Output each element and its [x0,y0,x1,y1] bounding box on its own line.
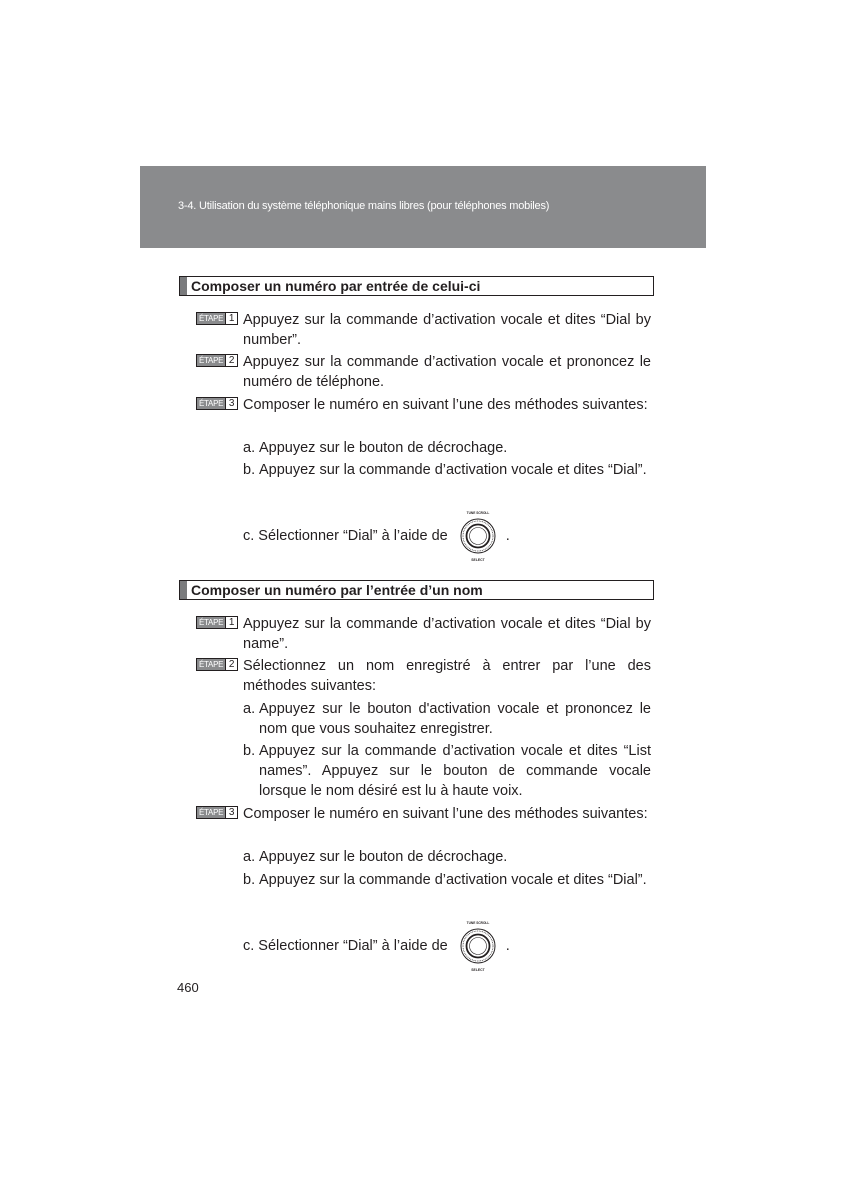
section-title: Composer un numéro par l’entrée d’un nom [191,582,483,598]
step-badge [196,312,238,325]
step-text: Appuyez sur la commande d’activation vocale et dites “Dial by name”. [243,616,651,652]
sub-item-c [243,920,510,972]
sub-item-a [243,847,651,867]
step-badge-label: ÉTAPE [199,808,224,817]
step-badge [196,616,238,629]
step-3 [196,804,651,824]
sub-item-text: Appuyez sur la commande d’activation vocale et dites “Dial”. [259,872,647,888]
sub-item-letter: a. [243,440,256,456]
step-badge-label: ÉTAPE [199,314,224,323]
tune-scroll-knob-icon [454,510,502,562]
sub-item-letter: a. [243,849,256,865]
step-text: Appuyez sur la commande d’activation vocale et prononcez le numéro de téléphone. [243,354,651,390]
sub-item-b [243,460,651,480]
step-3 [196,395,651,415]
sub-item-text: Appuyez sur le bouton de décrochage. [259,440,508,456]
section-heading-dial-by-name [179,580,654,600]
sub-item-letter: a. [243,701,256,717]
step-badge-number: 1 [225,313,237,324]
sub-item-c [243,510,510,562]
step-badge-number: 1 [225,617,237,628]
section-heading-marker [180,581,187,599]
step-text: Composer le numéro en suivant l’une des méthodes suivantes: [243,397,648,413]
sub-item-text: c. Sélectionner “Dial” à l’aide de [243,528,448,544]
section-heading-marker [180,277,187,295]
page-number: 460 [177,980,199,995]
step-1 [196,614,651,654]
sub-item-text: Appuyez sur le bouton de décrochage. [259,849,508,865]
step-badge-label: ÉTAPE [199,356,224,365]
sub-item-b [243,741,651,801]
knob-label-top: TUNE SCROLL [466,511,490,515]
step-text: Composer le numéro en suivant l’une des méthodes suivantes: [243,806,648,822]
step-text: Appuyez sur la commande d’activation vocale et dites “Dial by number”. [243,312,651,348]
step-badge-label: ÉTAPE [199,660,224,669]
sub-item-text: Appuyez sur la commande d’activation vocale et dites “List names”. Appuyez sur le bouton de commande vocale lorsque le nom désiré est lu à haute voix. [259,743,651,799]
sub-item-letter: b. [243,872,256,888]
step-badge [196,806,238,819]
sub-item-text: c. Sélectionner “Dial” à l’aide de [243,938,448,954]
knob-label-top: TUNE SCROLL [466,921,490,925]
step-badge [196,658,238,671]
sub-item-letter: b. [243,462,256,478]
step-badge-label: ÉTAPE [199,399,224,408]
step-2 [196,352,651,392]
step-badge-label: ÉTAPE [199,618,224,627]
tune-scroll-knob-icon [454,920,502,972]
chapter-header-band [140,166,706,248]
step-badge-number: 3 [225,398,237,409]
step-1 [196,310,651,350]
step-badge-number: 3 [225,807,237,818]
step-badge [196,397,238,410]
sub-item-letter: b. [243,743,256,759]
sub-item-a [243,438,651,458]
sub-item-text: . [505,528,510,544]
chapter-breadcrumb: 3-4. Utilisation du système téléphonique mains libres (pour téléphones mobiles) [178,200,550,212]
step-2 [196,656,651,696]
section-title: Composer un numéro par entrée de celui-ci [191,278,481,294]
step-text: Sélectionnez un nom enregistré à entrer par l’une des méthodes suivantes: [243,658,651,694]
section-heading-dial-by-number [179,276,654,296]
sub-item-a [243,699,651,739]
knob-label-bottom: SELECT [471,968,485,972]
sub-item-text: Appuyez sur la commande d’activation vocale et dites “Dial”. [259,462,647,478]
step-badge-number: 2 [225,355,237,366]
step-badge [196,354,238,367]
step-badge-number: 2 [225,659,237,670]
sub-item-text: Appuyez sur le bouton d'activation vocale et prononcez le nom que vous souhaitez enregistrer. [259,701,651,737]
knob-label-bottom: SELECT [471,558,485,562]
sub-item-b [243,870,651,890]
sub-item-text: . [505,938,510,954]
